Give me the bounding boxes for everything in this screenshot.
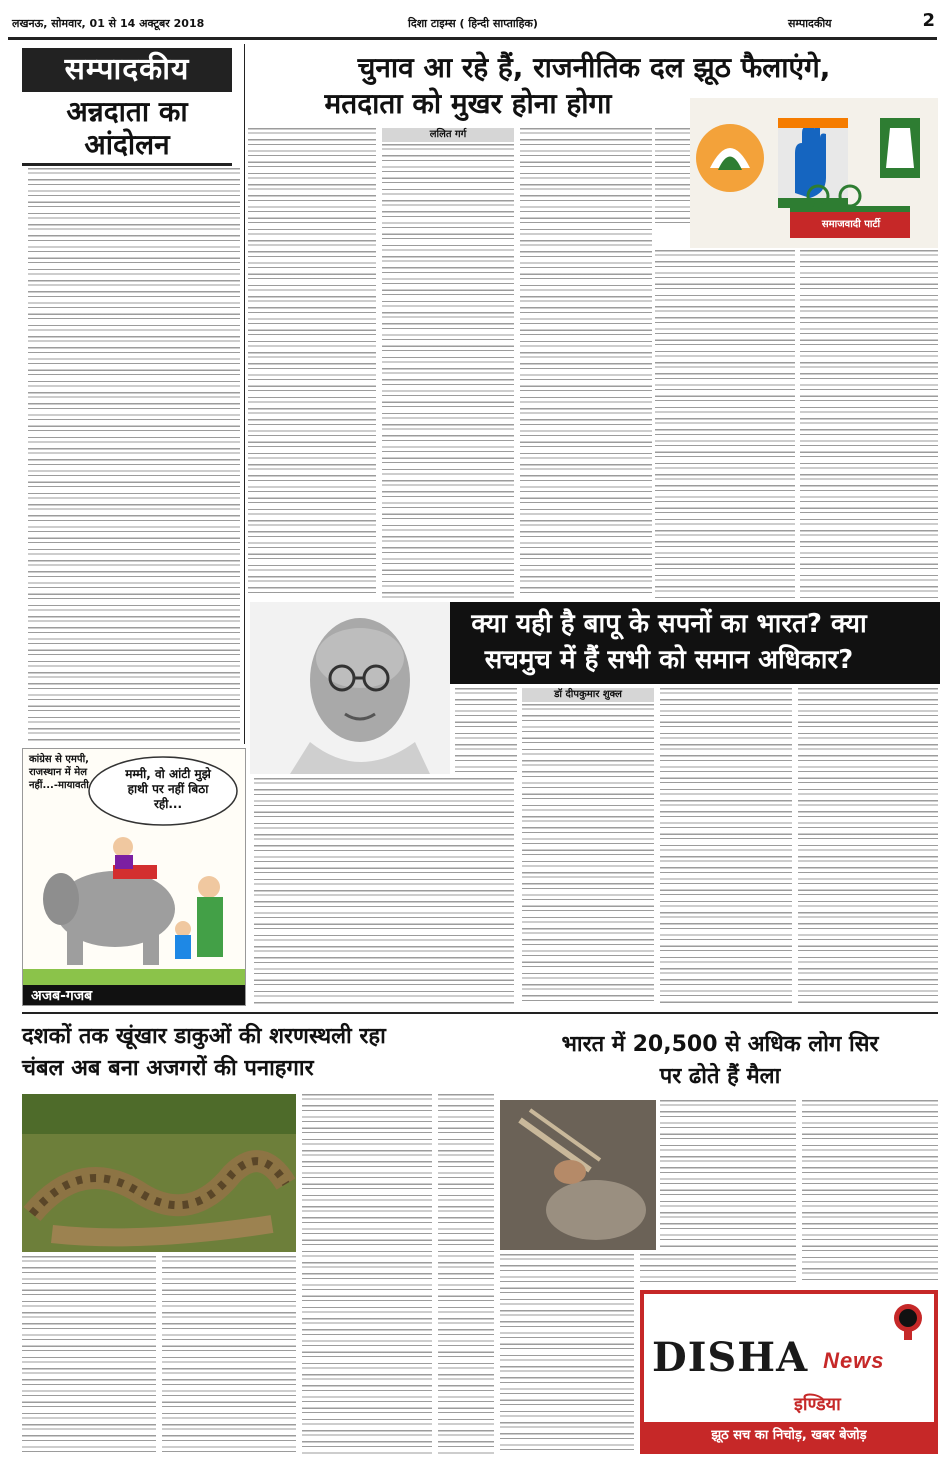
cartoon-box	[22, 748, 246, 1006]
chambal-col-2	[162, 1256, 296, 1454]
mic-icon	[890, 1302, 926, 1342]
party-symbols-image	[690, 98, 938, 248]
ad-brand	[652, 1334, 885, 1381]
scavenging-headline-1: भारत में 20,500 से अधिक लोग सिर	[561, 1032, 879, 1057]
section-name: सम्पादकीय	[788, 17, 832, 30]
editorial-body	[28, 168, 240, 743]
ad-brand-main: DISHA	[652, 1334, 809, 1381]
cartoon-caption: कांग्रेस से एमपी, राजस्थान में मेल नहीं...-मायावती	[29, 754, 89, 791]
page-number: 2	[922, 10, 935, 31]
feature-headline-2: सचमुच में हैं सभी को समान अधिकार?	[484, 645, 854, 675]
scavenging-col-3	[500, 1254, 634, 1454]
ad-sub: इण्डिया	[794, 1394, 841, 1415]
feature-headline-1: क्या यही है बापू के सपनों का भारत? क्या	[471, 609, 867, 639]
feature-col-3	[660, 688, 792, 1004]
editorial-title-2: आंदोलन	[84, 128, 170, 161]
lead-col-5	[655, 250, 795, 598]
feature-col-2	[522, 704, 654, 1004]
issue-date: लखनऊ, सोमवार, 01 से 14 अक्टूबर 2018	[12, 17, 205, 30]
disha-news-ad	[640, 1290, 938, 1454]
scavenging-col-1	[660, 1100, 796, 1250]
lead-col-1	[248, 128, 376, 598]
scavenging-col-2	[802, 1100, 938, 1280]
feature-col-0	[455, 688, 517, 776]
editorial-rule	[22, 163, 232, 166]
python-photo	[22, 1094, 296, 1252]
chambal-headline-1: दशकों तक खूंखार डाकुओं की शरणस्थली रहा	[22, 1024, 386, 1049]
lead-headline-1: चुनाव आ रहे हैं, राजनीतिक दल झूठ फैलाएंगे,	[357, 51, 831, 84]
lead-col-2	[382, 144, 514, 598]
feature-col-1	[254, 778, 514, 1004]
party-label: समाजवादी पार्टी	[821, 219, 881, 230]
feature-byline: डॉ दीपकुमार शुक्ल	[522, 688, 654, 702]
scavenging-col-4	[640, 1254, 796, 1284]
chambal-headline-2: चंबल अब बना अजगरों की पनाहगार	[22, 1056, 314, 1081]
editorial-banner: सम्पादकीय	[22, 48, 232, 92]
chambal-col-1	[22, 1256, 156, 1454]
scavenging-headline-2: पर ढोते हैं मैला	[659, 1064, 781, 1089]
section-divider	[22, 1012, 938, 1014]
editorial-title-1: अन्नदाता का	[66, 95, 188, 128]
lead-col-3	[520, 128, 652, 598]
gandhi-portrait	[250, 602, 450, 774]
lead-headline-2: मतदाता को मुखर होना होगा	[324, 87, 612, 120]
cartoon-footer: अजब-गजब	[23, 985, 246, 1006]
column-divider	[244, 44, 245, 744]
ad-brand-news: News	[823, 1348, 885, 1373]
lead-col-6	[800, 250, 938, 598]
scavenging-photo	[500, 1100, 656, 1250]
page-header	[8, 6, 937, 40]
feature-col-4	[798, 688, 938, 1004]
chambal-col-3	[302, 1094, 432, 1454]
chambal-col-4	[438, 1094, 494, 1454]
lead-byline: ललित गर्ग	[382, 128, 514, 142]
cartoon-bubble-text: मम्मी, वो आंटी मुझे हाथी पर नहीं बिठा रही...	[125, 767, 211, 811]
ad-tagline: झूठ सच का निचोड़, खबर बेजोड़	[644, 1422, 934, 1450]
newspaper-name: दिशा टाइम्स ( हिन्दी साप्ताहिक)	[408, 17, 538, 30]
